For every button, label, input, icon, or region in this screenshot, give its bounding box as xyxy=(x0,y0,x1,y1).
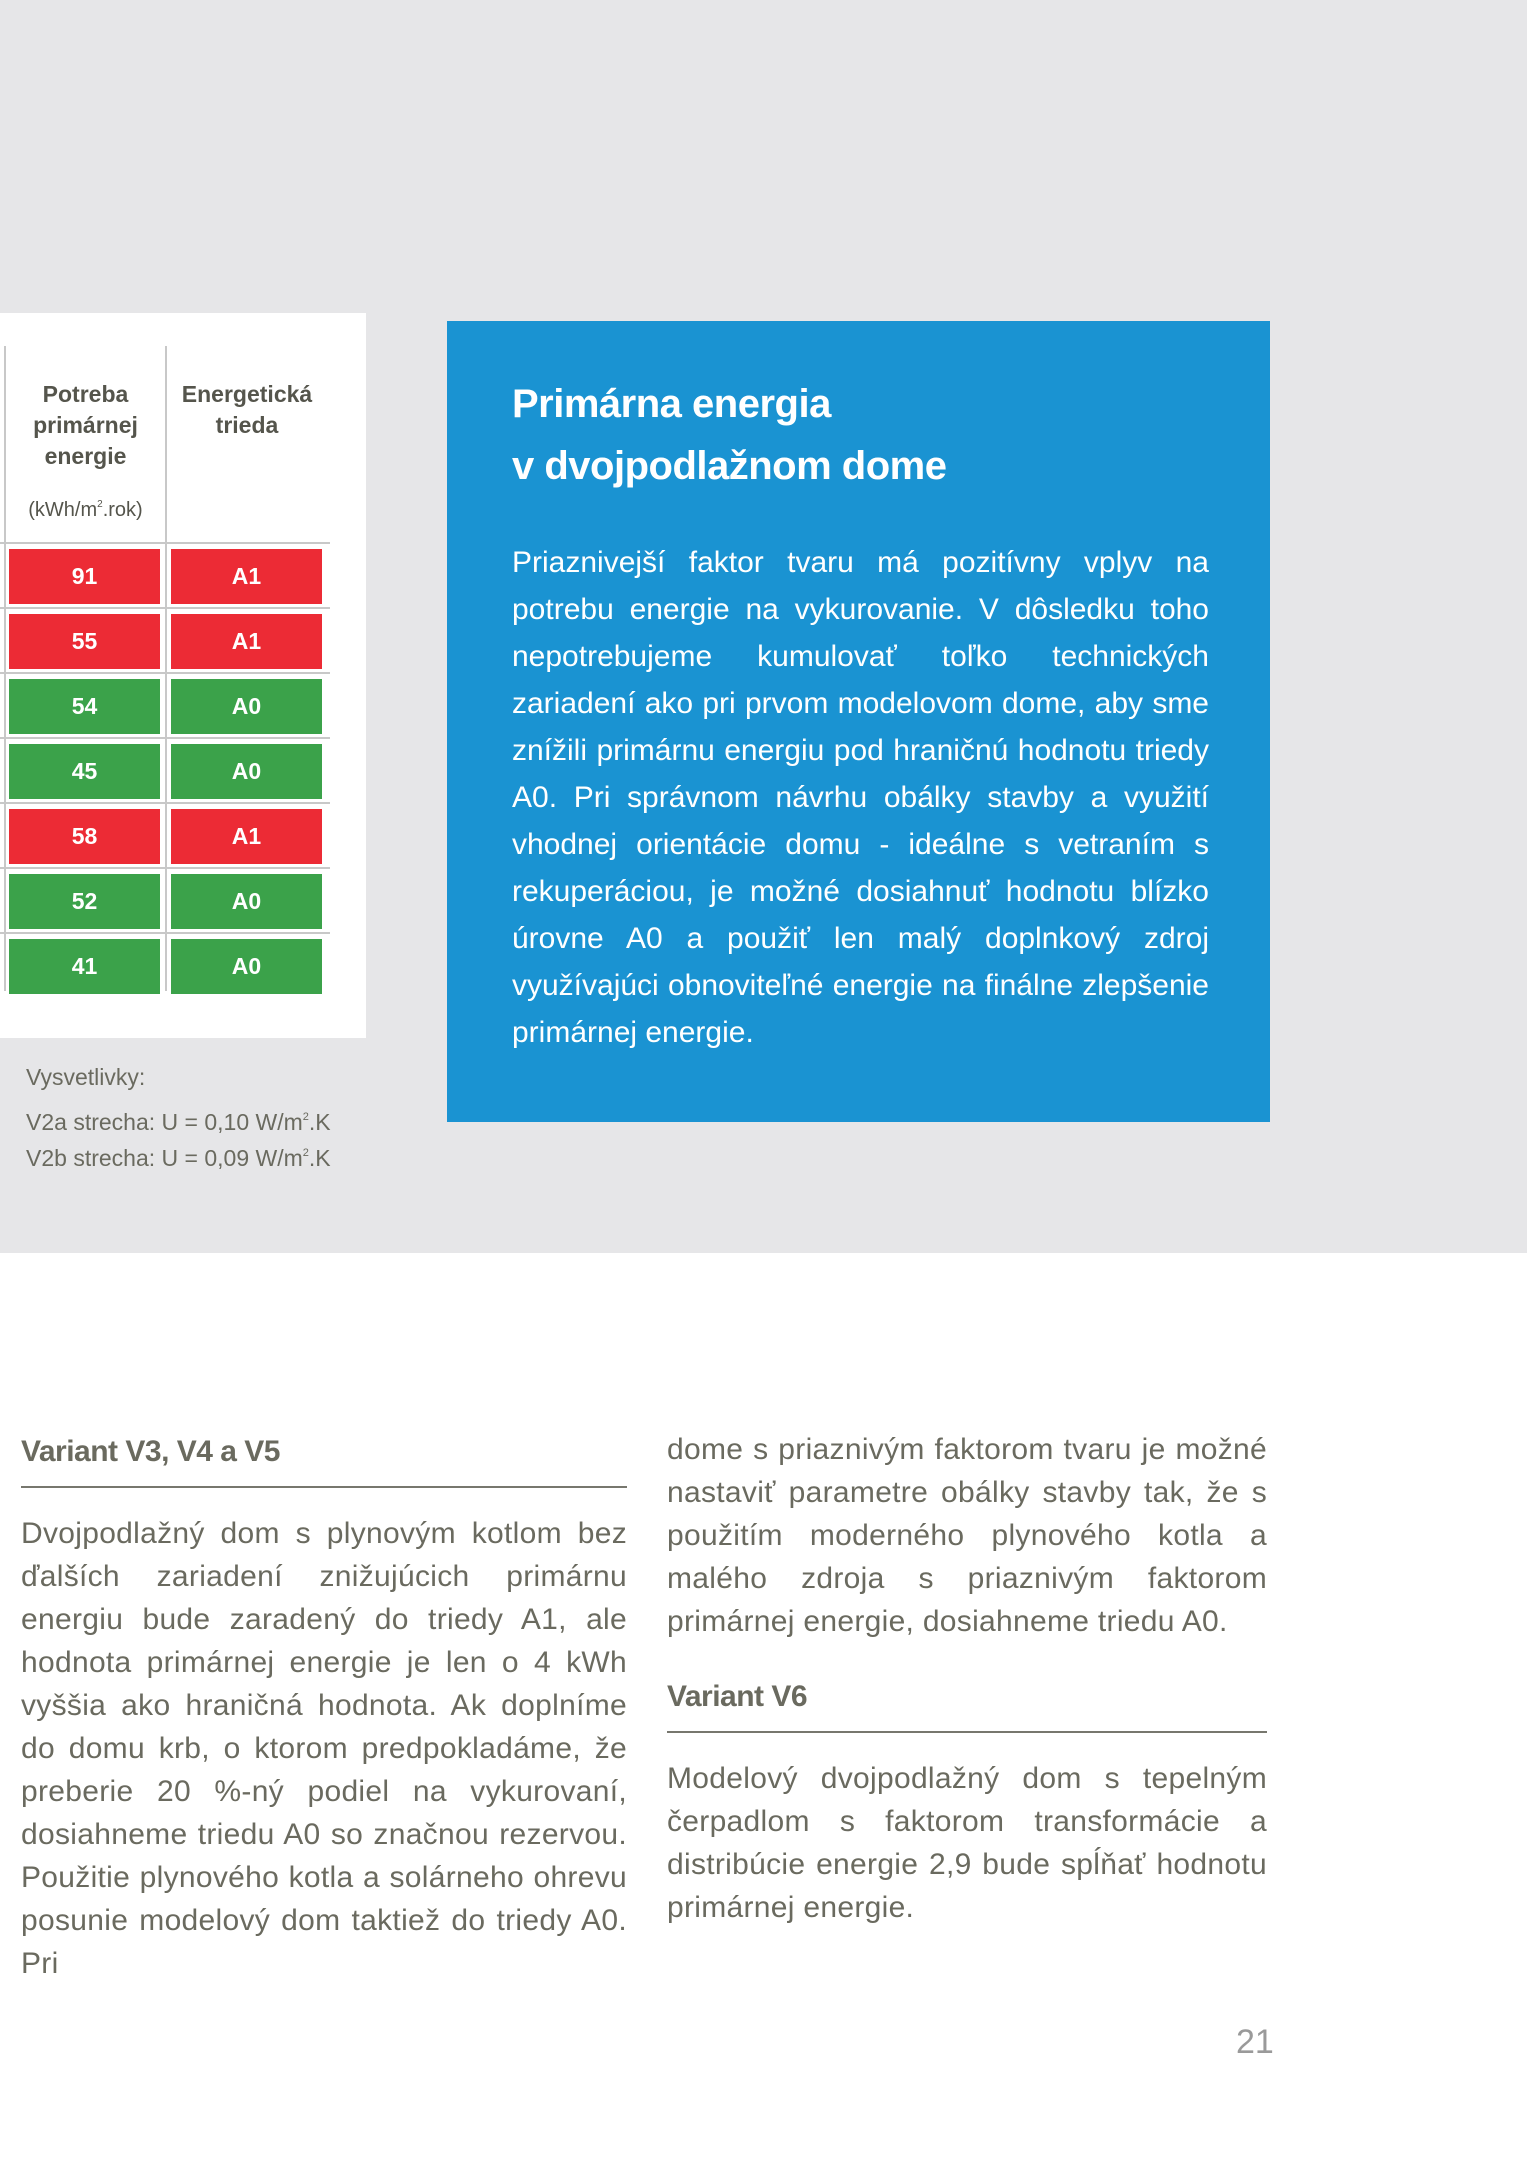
section-divider xyxy=(667,1731,1267,1733)
header-energy-class: Energetická trieda xyxy=(181,381,313,438)
energy-class-badge: A1 xyxy=(171,614,322,669)
energy-class-badge: A0 xyxy=(171,679,322,734)
callout-title: Primárna energia v dvojpodlažnom dome xyxy=(512,382,947,488)
primary-energy-value: 55 xyxy=(9,614,160,669)
section-text-continuation: dome s priaznivým faktorom tvaru je možné nastaviť parametre obálky stavby tak, že s použitím moderného plynového kotla a malého zdroja s priaznivým faktorom primárnej energie, dosiahneme triedu A0. xyxy=(667,1433,1267,1638)
page-number: 21 xyxy=(1236,2023,1274,2061)
table-row xyxy=(0,542,330,607)
primary-energy-value: 45 xyxy=(9,744,160,799)
section-title-v6: Variant V6 xyxy=(667,1680,808,1713)
callout-text: Priaznivejší faktor tvaru má pozitívny vplyv na potrebu energie na vykurovanie. V dôsledku toho nepotrebujeme kumulovať toľko technických zariadení ako pri prvom modelovom dome, aby sme znížili primárnu energiu pod hraničnú hodnotu triedy A0. Pri správnom návrhu obálky stavby a využití vhodnej orientácie domu - ideálne s vetraním s rekuperáciou, je možné dosiahnuť hodnotu blízko úrovne A0 a použiť len malý doplnkový zdroj využívajúci obnoviteľné energie na finálne zlepšenie primárnej energie. xyxy=(512,546,1209,1049)
right-column xyxy=(667,1428,1267,1929)
table-row xyxy=(0,802,330,867)
energy-class-badge: A1 xyxy=(171,809,322,864)
legend-item: V2b strecha: U = 0,09 $W/m^2.K$ xyxy=(26,1145,331,1171)
legend-item: V2a strecha: U = 0,10 $W/m^2.K$ xyxy=(26,1109,331,1135)
primary-energy-value: 54 xyxy=(9,679,160,734)
table-body xyxy=(0,542,330,997)
energy-class-badge: A0 xyxy=(171,744,322,799)
table-row xyxy=(0,672,330,737)
primary-energy-value: 52 xyxy=(9,874,160,929)
legend-title: Vysvetlivky: xyxy=(26,1064,146,1090)
table-row xyxy=(0,932,330,997)
energy-class-badge: A0 xyxy=(171,939,322,994)
primary-energy-value: 58 xyxy=(9,809,160,864)
energy-class-badge: A1 xyxy=(171,549,322,604)
section-text-v3-v4-v5: Dvojpodlažný dom s plynovým kotlom bez ďalších zariadení znižujúcich primárnu energiu bude zaradený do triedy A1, ale hodnota primárnej energie je len o 4 kWh vyššia ako hraničná hodnota. Ak doplníme do domu krb, o ktorom predpokladáme, že preberie 20 %-ný podiel na vykurovaní, dosiahneme triedu A0 so značnou rezervou. Použitie plynového kotla a solárneho ohrevu posunie modelový dom taktiež do triedy A0. Pri xyxy=(21,1517,627,1980)
header-primary-energy: Potreba primárnej energie xyxy=(33,381,138,469)
table-row xyxy=(0,607,330,672)
energy-class-badge: A0 xyxy=(171,874,322,929)
section-text-v6: Modelový dvojpodlažný dom s tepelným čerpadlom s faktorom transformácie a distribúcie energie 2,9 bude spĺňať hodnotu primárnej energie. xyxy=(667,1762,1267,1924)
table-row xyxy=(0,737,330,802)
left-column xyxy=(21,1428,627,1985)
table-row xyxy=(0,867,330,932)
energy-class-table xyxy=(0,313,366,1038)
legend xyxy=(26,1062,331,1174)
info-callout xyxy=(447,321,1270,1122)
section-divider xyxy=(21,1486,627,1488)
primary-energy-value: 91 xyxy=(9,549,160,604)
primary-energy-value: 41 xyxy=(9,939,160,994)
unit-label: $(kWh/m^2.rok)$ xyxy=(28,499,143,521)
section-title-v3-v4-v5: Variant V3, V4 a V5 xyxy=(21,1435,280,1468)
